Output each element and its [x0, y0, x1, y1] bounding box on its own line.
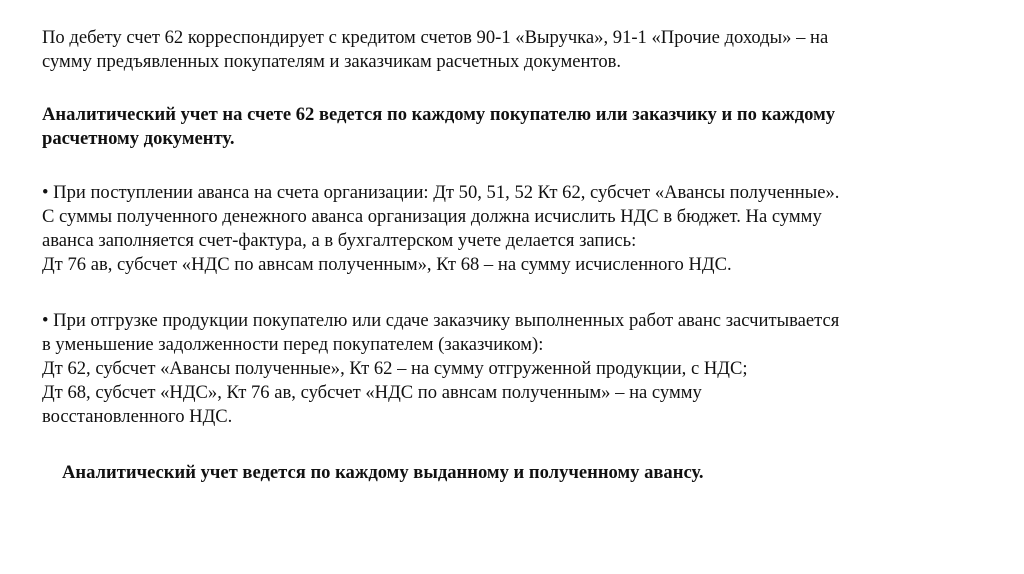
text-line: в уменьшение задолженности перед покупателем (заказчиком): [42, 334, 544, 355]
text-line: Дт 62, субсчет «Авансы полученные», Кт 62 – на сумму отгруженной продукции, с НДС; [42, 358, 748, 379]
text-line: • При поступлении аванса на счета организации: Дт 50, 51, 52 Кт 62, субсчет «Авансы полученные». [42, 182, 840, 203]
paragraph-analytic-advances [62, 461, 1002, 485]
text-line: аванса заполняется счет-фактура, а в бухгалтерском учете делается запись: [42, 230, 637, 251]
paragraph-account-62-debit [42, 26, 982, 74]
paragraph-shipment-offset [42, 309, 982, 429]
text-line: По дебету счет 62 корреспондирует с кредитом счетов 90-1 «Выручка», 91-1 «Прочие доходы» – на [42, 27, 829, 48]
paragraph-advance-received [42, 181, 982, 277]
text-line: С суммы полученного денежного аванса организация должна исчислить НДС в бюджет. На сумму [42, 206, 822, 227]
text-line: Аналитический учет на счете 62 ведется по каждому покупателю или заказчику и по каждому [42, 104, 836, 125]
text-line: • При отгрузке продукции покупателю или сдаче заказчику выполненных работ аванс засчитывается [42, 310, 840, 331]
text-line: расчетному документу. [42, 128, 235, 149]
text-line: Аналитический учет ведется по каждому выданному и полученному авансу. [62, 462, 704, 483]
paragraph-analytic-accounting-62 [42, 103, 982, 151]
text-line: сумму предъявленных покупателям и заказчикам расчетных документов. [42, 51, 622, 72]
text-line: Дт 76 ав, субсчет «НДС по авнсам полученным», Кт 68 – на сумму исчисленного НДС. [42, 254, 732, 275]
text-line: Дт 68, субсчет «НДС», Кт 76 ав, субсчет «НДС по авнсам полученным» – на сумму [42, 382, 702, 403]
text-line: восстановленного НДС. [42, 406, 233, 427]
